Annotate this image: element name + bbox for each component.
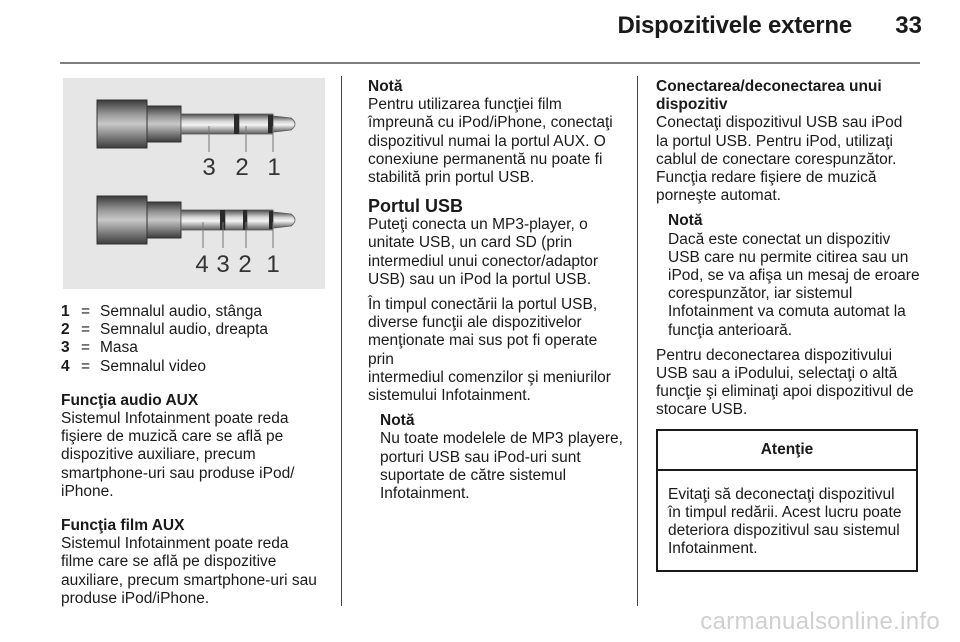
- text-line: Pentru deconectarea dispozitivului: [656, 346, 893, 364]
- text-line: în timpul redării. Acest lucru poate: [668, 503, 902, 521]
- legend-text: Masa: [100, 339, 138, 357]
- text-line: cablul de conectare corespunzător.: [656, 150, 897, 168]
- connect-heading: [656, 78, 920, 114]
- legend-number: 4: [61, 357, 70, 375]
- page-title: Dispozitivele externe: [617, 12, 852, 39]
- text-line: funcţie şi eliminaţi apoi dispozitivul de: [656, 383, 914, 401]
- aux-audio-text: [61, 410, 331, 501]
- plug-trrs-label-3: 3: [216, 251, 230, 278]
- text-line: porneşte automat.: [656, 187, 781, 205]
- text-line: Dacă este conectat un dispozitiv: [668, 230, 891, 248]
- text-line: intermediul comenzilor şi meniurilor: [368, 368, 611, 386]
- text-line: diverse funcţii ale dispozitivelor: [368, 314, 582, 332]
- page-number: 33: [895, 12, 922, 39]
- note-title: Notă: [668, 212, 703, 230]
- usb-paragraph-1: [368, 216, 624, 289]
- column-divider-1: [341, 76, 342, 606]
- plug-trrs: [97, 196, 295, 278]
- plug-trs: [97, 100, 295, 181]
- legend-text: Semnalul audio, dreapta: [100, 321, 269, 339]
- text-line: USB care nu permite citirea sau un: [668, 248, 909, 266]
- text-line: Puteţi conecta un MP3-player, o: [368, 216, 588, 234]
- legend-item: [61, 303, 331, 321]
- text-line: stabilită prin portul USB.: [368, 169, 535, 187]
- plug-trrs-label-1: 1: [266, 251, 280, 278]
- text-line: corespunzător, iar sistemul: [668, 285, 853, 303]
- note-film: [368, 78, 624, 187]
- plug-trrs-label-4: 4: [195, 251, 209, 278]
- disconnect-text: [656, 347, 920, 420]
- text-line: iPod, se va afişa un mesaj de eroare: [668, 267, 920, 285]
- text-line: suportate de către sistemul: [380, 466, 567, 484]
- text-line: Conectarea/deconectarea unui: [656, 78, 882, 95]
- watermark: carmanualsonline.info: [700, 608, 940, 635]
- text-line: dispozitivul numai la portul AUX. O: [368, 132, 606, 150]
- note-error: [656, 212, 920, 339]
- legend-list: [61, 303, 331, 376]
- text-line: dispozitive auxiliare, precum: [61, 446, 256, 464]
- text-line: la portul USB. Pentru iPod, utilizaţi: [656, 132, 893, 150]
- legend-equals: =: [81, 339, 91, 357]
- text-line: unitate USB, un card SD (prin: [368, 234, 573, 252]
- text-line: Nu toate modelele de MP3 playere,: [380, 430, 623, 448]
- note-title: Notă: [380, 412, 415, 430]
- header-rule: [60, 62, 920, 64]
- text-line: smartphone-uri sau produse iPod/: [61, 464, 295, 482]
- attention-title: Atenţie: [658, 431, 916, 471]
- jack-plug-figure: [63, 78, 325, 289]
- aux-audio-heading: Funcţia audio AUX: [61, 391, 199, 409]
- attention-text: [658, 471, 916, 571]
- text-line: dispozitiv: [656, 96, 728, 114]
- text-line: filme care se află pe dispozitive: [61, 553, 277, 571]
- text-line: Sistemul Infotainment poate reda: [61, 535, 289, 553]
- text-line: Sistemul Infotainment poate reda: [61, 409, 289, 427]
- text-line: Infotainment.: [380, 485, 470, 503]
- plug-trs-label-3: 3: [202, 154, 216, 181]
- text-line: porturi USB sau iPod-uri sunt: [380, 448, 581, 466]
- legend-item: [61, 358, 331, 376]
- column-1: [61, 78, 331, 608]
- text-line: menţionate mai sus pot fi operate prin: [368, 332, 598, 368]
- column-divider-2: [637, 76, 638, 606]
- legend-equals: =: [81, 303, 91, 320]
- aux-film-text: [61, 535, 331, 608]
- aux-film-heading: Funcţia film AUX: [61, 516, 185, 534]
- column-2: [368, 78, 624, 503]
- text-line: În timpul conectării la portul USB,: [368, 296, 598, 314]
- text-line: Conectaţi dispozitivul USB sau iPod: [656, 114, 903, 132]
- usb-section-title: Portul USB: [368, 196, 464, 217]
- connect-text: [656, 114, 920, 205]
- note-compatibility: [368, 412, 624, 503]
- text-line: USB sau a iPodului, selectaţi o altă: [656, 365, 898, 383]
- legend-equals: =: [81, 357, 91, 375]
- text-line: Funcţia redare fişiere de muzică: [656, 169, 877, 187]
- text-line: auxiliare, precum smartphone-uri sau: [61, 571, 317, 589]
- legend-item: [61, 339, 331, 357]
- text-line: împreună cu iPod/iPhone, conectaţi: [368, 114, 613, 132]
- text-line: Infotainment.: [668, 540, 758, 558]
- text-line: sistemului Infotainment.: [368, 387, 531, 405]
- legend-text: Semnalul audio, stânga: [100, 303, 263, 320]
- text-line: stocare USB.: [656, 401, 748, 419]
- text-line: Pentru utilizarea funcţiei film: [368, 96, 562, 114]
- legend-number: 1: [61, 303, 70, 320]
- plug-trrs-label-2: 2: [238, 251, 252, 278]
- plug-trs-label-2: 2: [235, 154, 249, 181]
- text-line: funcţia anterioară.: [668, 321, 793, 339]
- text-line: Infotainment va comuta automat la: [668, 303, 906, 321]
- text-line: fişiere de muzică care se află pe: [61, 428, 284, 446]
- text-line: intermediul unui conector/adaptor: [368, 252, 599, 270]
- text-line: produse iPod/iPhone.: [61, 589, 210, 607]
- text-line: iPhone.: [61, 482, 114, 500]
- column-3: [656, 78, 920, 572]
- legend-item: [61, 321, 331, 339]
- text-line: Evitaţi să deconectaţi dispozitivul: [668, 485, 895, 503]
- text-line: deteriora dispozitivul sau sistemul: [668, 522, 900, 540]
- legend-number: 3: [61, 339, 70, 357]
- text-line: USB) sau un iPod la portul USB.: [368, 270, 592, 288]
- legend-equals: =: [81, 321, 91, 339]
- text-line: conexiune permanentă nu poate fi: [368, 150, 603, 168]
- legend-text: Semnalul video: [100, 357, 206, 375]
- note-title: Notă: [368, 78, 403, 95]
- usb-paragraph-2: [368, 296, 624, 405]
- attention-box: [656, 429, 918, 573]
- legend-number: 2: [61, 321, 70, 339]
- plug-trs-label-1: 1: [267, 154, 281, 181]
- jack-plugs-illustration: [63, 78, 325, 289]
